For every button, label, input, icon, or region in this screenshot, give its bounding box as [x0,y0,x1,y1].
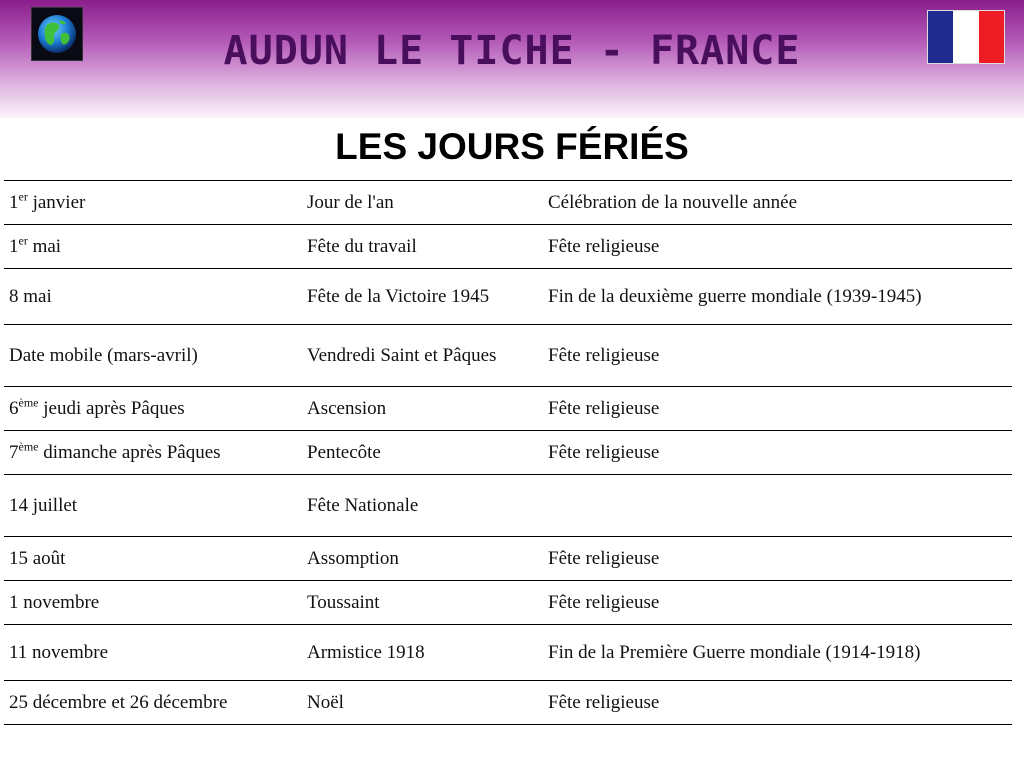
holiday-date-ordinal: er [18,233,28,248]
holiday-description: Fête religieuse [543,325,1012,387]
holiday-date-cell [4,325,302,387]
holiday-date: 1 [9,235,19,257]
holiday-date-cell [4,431,302,475]
holiday-name: Fête Nationale [302,475,543,537]
holiday-date-ordinal: ème [18,395,39,410]
holiday-description: Fête religieuse [543,431,1012,475]
table-row [4,475,1012,537]
holiday-date: 7 [9,441,19,463]
holiday-date: 6 [9,397,19,419]
holiday-date: 11 novembre [9,641,109,663]
holiday-date: 1 [9,191,19,213]
table-row [4,269,1012,325]
holiday-date-cell [4,475,302,537]
holiday-date-cell [4,181,302,225]
table-row [4,181,1012,225]
holiday-date-cell [4,681,302,725]
holiday-date-cell [4,269,302,325]
table-row [4,581,1012,625]
holiday-name: Fête du travail [302,225,543,269]
holiday-date: 1 novembre [9,591,100,613]
holiday-name: Noël [302,681,543,725]
holiday-name: Jour de l'an [302,181,543,225]
holiday-description: Fête religieuse [543,581,1012,625]
holiday-description: Fête religieuse [543,537,1012,581]
flag-stripe-white [953,11,978,63]
holiday-date: 8 mai [9,285,52,307]
holiday-name: Assomption [302,537,543,581]
holiday-description: Fête religieuse [543,387,1012,431]
site-title: AUDUN LE TICHE - FRANCE [223,28,801,74]
holiday-date-ordinal: ème [18,439,39,454]
table-row [4,681,1012,725]
holiday-description: Fête religieuse [543,681,1012,725]
holiday-date-suffix: dimanche après Pâques [38,441,221,463]
holiday-name: Pentecôte [302,431,543,475]
holiday-date-cell [4,387,302,431]
holiday-description: Fin de la Première Guerre mondiale (1914-1918) [543,625,1012,681]
table-row [4,625,1012,681]
header-banner [0,0,1024,118]
holiday-date-suffix: mai [27,235,62,257]
holiday-date-cell [4,537,302,581]
french-flag-icon [927,10,1005,64]
table-row [4,431,1012,475]
holiday-name: Armistice 1918 [302,625,543,681]
holiday-description [543,475,1012,537]
holiday-description: Célébration de la nouvelle année [543,181,1012,225]
holiday-date-suffix: janvier [27,191,86,213]
holidays-table-body [4,181,1012,725]
table-row [4,325,1012,387]
holiday-description: Fête religieuse [543,225,1012,269]
holiday-date: Date mobile (mars-avril) [9,344,198,366]
holiday-date: 25 décembre et 26 décembre [9,691,228,713]
holiday-name: Fête de la Victoire 1945 [302,269,543,325]
holiday-date: 14 juillet [9,494,78,516]
table-row [4,387,1012,431]
page-title: LES JOURS FÉRIÉS [335,126,689,167]
holiday-date-cell [4,581,302,625]
holidays-table [4,180,1012,725]
holiday-date-cell [4,225,302,269]
holiday-description: Fin de la deuxième guerre mondiale (1939-1945) [543,269,1012,325]
flag-stripe-blue [928,11,953,63]
table-row [4,537,1012,581]
holiday-date: 15 août [9,547,66,569]
flag-stripe-red [979,11,1004,63]
holiday-date-cell [4,625,302,681]
holiday-name: Toussaint [302,581,543,625]
holiday-date-ordinal: er [18,189,28,204]
table-row [4,225,1012,269]
holiday-name: Vendredi Saint et Pâques [302,325,543,387]
holiday-name: Ascension [302,387,543,431]
holiday-date-suffix: jeudi après Pâques [38,397,185,419]
